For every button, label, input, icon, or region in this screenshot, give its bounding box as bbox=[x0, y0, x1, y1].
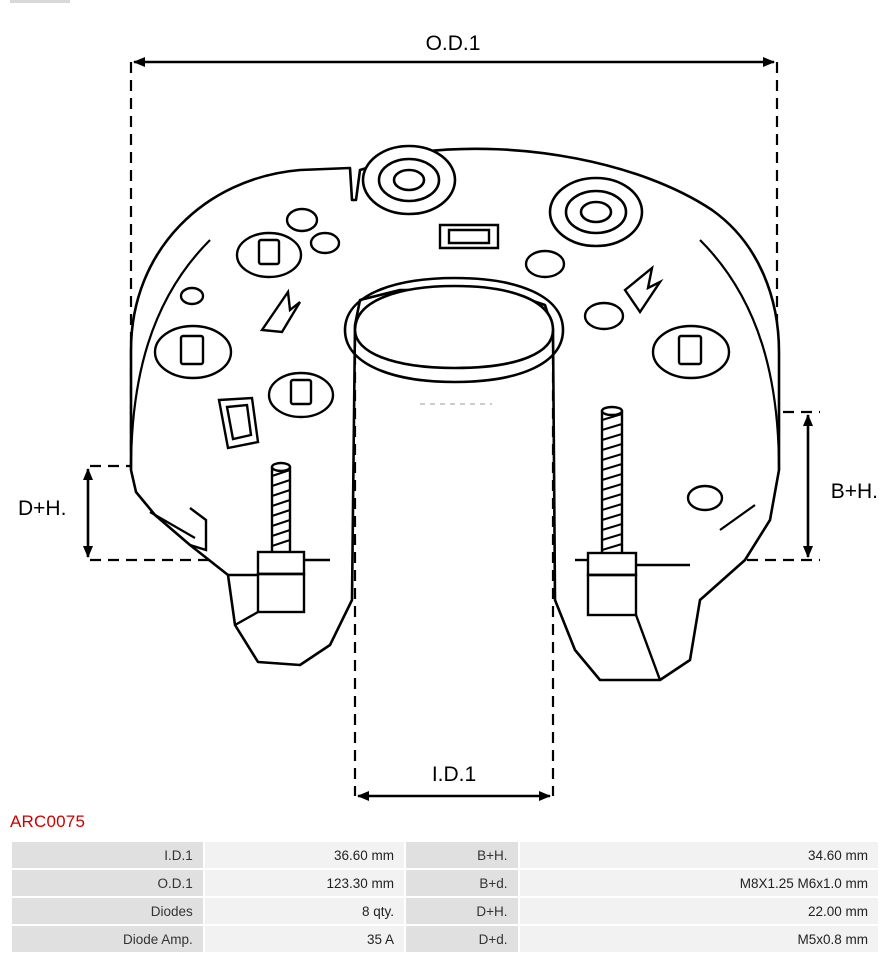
spec-value: 123.30 mm bbox=[205, 870, 404, 896]
spec-key: B+d. bbox=[406, 870, 518, 896]
table-row bbox=[12, 926, 878, 952]
spec-value: 8 qty. bbox=[205, 898, 404, 924]
spec-key: D+H. bbox=[406, 898, 518, 924]
spec-value: 36.60 mm bbox=[205, 842, 404, 868]
dim-label-od1: O.D.1 bbox=[425, 32, 481, 55]
dim-label-id1: I.D.1 bbox=[431, 763, 477, 786]
specification-table bbox=[10, 840, 880, 954]
spec-value: 22.00 mm bbox=[520, 898, 878, 924]
spec-key: B+H. bbox=[406, 842, 518, 868]
spec-key: D+d. bbox=[406, 926, 518, 952]
table-row bbox=[12, 898, 878, 924]
table-row bbox=[12, 842, 878, 868]
spec-key: I.D.1 bbox=[12, 842, 203, 868]
dim-label-bh: B+H. bbox=[830, 480, 878, 503]
spec-value: 35 A bbox=[205, 926, 404, 952]
spec-value: M5x0.8 mm bbox=[520, 926, 878, 952]
spec-key: O.D.1 bbox=[12, 870, 203, 896]
part-code: ARC0075 bbox=[10, 812, 86, 831]
dim-label-dh: D+H. bbox=[18, 497, 67, 520]
spec-value: 34.60 mm bbox=[520, 842, 878, 868]
spec-key: Diode Amp. bbox=[12, 926, 203, 952]
table-row bbox=[12, 870, 878, 896]
spec-key: Diodes bbox=[12, 898, 203, 924]
spec-value: M8X1.25 M6x1.0 mm bbox=[520, 870, 878, 896]
